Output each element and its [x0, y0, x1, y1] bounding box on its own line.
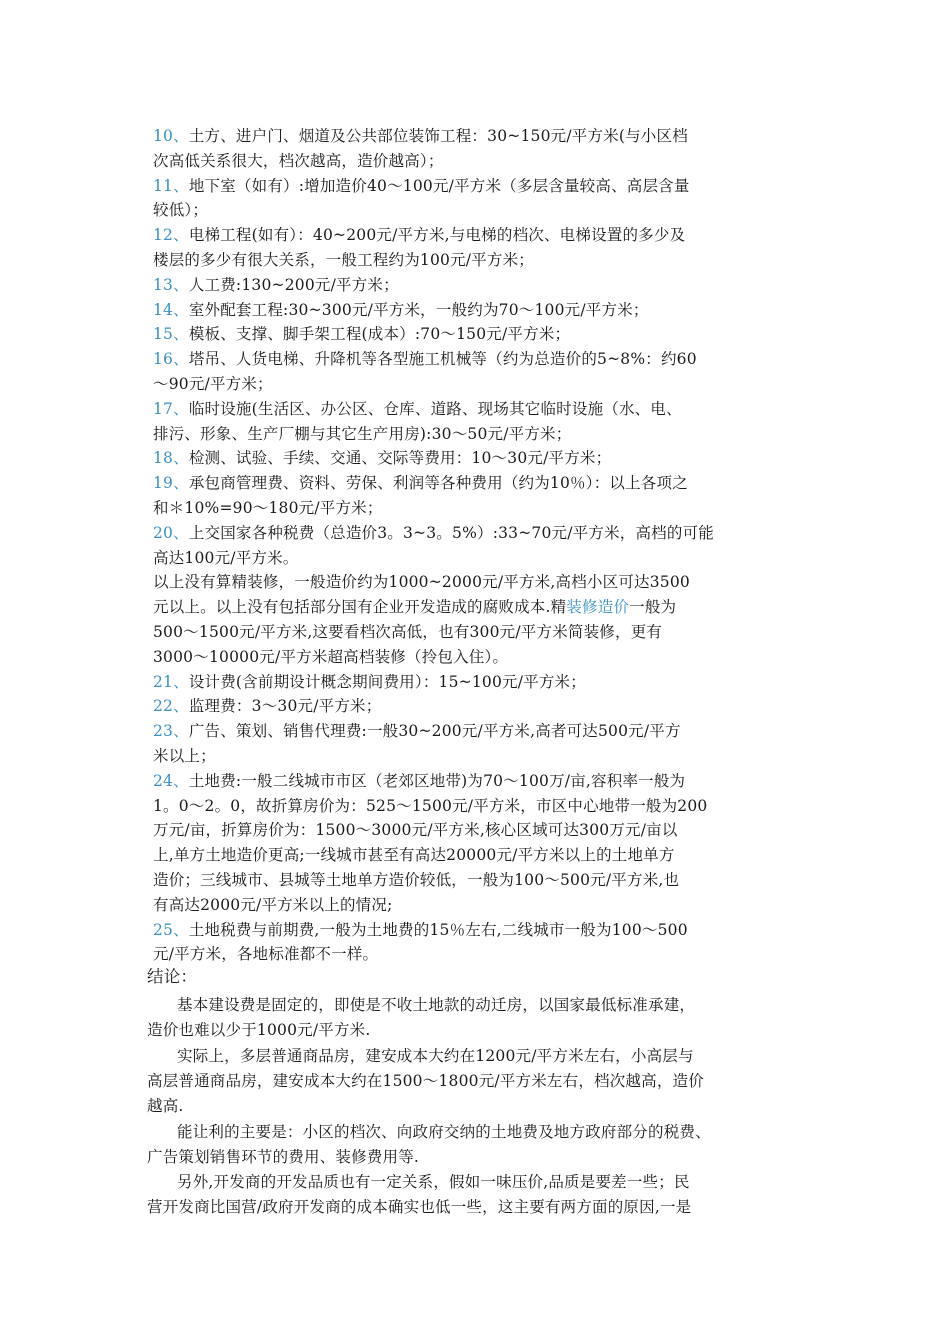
line-text: 土地费:一般二线城市市区（老郊区地带)为70～100万/亩,容积率一般为 [188, 771, 686, 790]
line-text: 有高达2000元/平方米以上的情况; [153, 895, 393, 914]
text-line [153, 596, 813, 621]
text-line [153, 671, 813, 696]
item-number: 17、 [153, 399, 189, 418]
text-line [153, 894, 813, 919]
item-number: 15、 [153, 325, 189, 344]
text-line [153, 472, 813, 497]
text-line [153, 571, 813, 596]
text-line [153, 199, 813, 224]
text-line [153, 795, 813, 820]
conclusion-text: 实际上，多层普通商品房，建安成本大约在1200元/平方米左右，小高层与 [177, 1046, 694, 1065]
text-line [153, 249, 813, 274]
line-text: ～90元/平方米； [153, 375, 273, 393]
line-text: 排污、形象、生产厂棚与其它生产用房):30～50元/平方米； [153, 424, 572, 443]
text-line [153, 373, 813, 398]
text-line [153, 522, 813, 547]
item-number: 22、 [153, 697, 189, 716]
line-text: 和＊10%=90～180元/平方米； [153, 499, 383, 517]
text-line [153, 869, 813, 894]
conclusion-line [147, 1095, 807, 1120]
line-text: 土地税费与前期费,一般为土地费的15％左右,二线城市一般为100～500 [188, 920, 688, 939]
text-line [153, 299, 813, 324]
conclusion-line [147, 1196, 807, 1221]
line-text: 元以上。以上没有包括部分国有企业开发造成的腐败成本.精 [153, 598, 567, 617]
conclusion-text: 基本建设费是固定的，即使是不收土地款的动迁房，以国家最低标准承建， [177, 996, 696, 1014]
conclusion-line [147, 1019, 807, 1044]
line-text: 承包商管理费、资料、劳保、利润等各种费用（约为10％）：以上各项之 [188, 474, 688, 493]
line-text: 1。0～2。0，故折算房价为：525～1500元/平方米，市区中心地带一般为200 [153, 796, 708, 815]
line-text: 检测、试验、手续、交通、交际等费用：10～30元/平方米； [188, 449, 612, 468]
line-text: 临时设施(生活区、办公区、仓库、道路、现场其它临时设施（水、电、 [188, 399, 682, 418]
item-number: 10、 [153, 127, 189, 145]
text-line [153, 646, 813, 671]
line-text: 上交国家各种税费（总造价3。3~3。5%）:33~70元/平方米，高档的可能 [188, 523, 714, 542]
line-text: 元/平方米，各地标准都不一样。 [153, 945, 379, 964]
conclusion-line [177, 1171, 837, 1196]
item-number: 25、 [153, 920, 189, 939]
text-line [153, 943, 813, 968]
text-line [153, 547, 813, 572]
line-text: 造价；三线城市、县城等土地单方造价较低，一般为100～500元/平方米,也 [153, 871, 680, 889]
line-text: 电梯工程(如有）：40~200元/平方米,与电梯的档次、电梯设置的多少及 [188, 226, 686, 245]
text-line [153, 175, 813, 200]
line-text-after: 一般为 [629, 598, 677, 617]
line-text: 楼层的多少有很大关系，一般工程约为100元/平方米； [153, 251, 535, 269]
line-text: 500～1500元/平方米,这要看档次高低，也有300元/平方米简装修，更有 [153, 623, 663, 641]
text-line [153, 224, 813, 249]
text-line [153, 447, 813, 472]
text-line [153, 150, 813, 175]
line-text: 地下室（如有）:增加造价40～100元/平方米（多层含量较高、高层含量 [188, 176, 690, 195]
conclusion-text: 高层普通商品房，建安成本大约在1500～1800元/平方米左右，档次越高，造价 [147, 1071, 704, 1090]
line-text: 土方、进户门、烟道及公共部位装饰工程：30~150元/平方米(与小区档 [188, 127, 688, 145]
item-number: 16、 [153, 350, 189, 369]
item-number: 20、 [153, 523, 189, 542]
line-text: 广告、策划、销售代理费:一般30~200元/平方米,高者可达500元/平方 [188, 722, 681, 741]
text-line [153, 125, 813, 150]
conclusion-text: 造价也难以少于1000元/平方米. [147, 1021, 371, 1040]
conclusion-line [177, 1045, 837, 1070]
conclusion-text: 另外,开发商的开发品质也有一定关系，假如一味压价,品质是要差一些；民 [177, 1173, 690, 1192]
text-line [153, 621, 813, 646]
line-text: 米以上； [153, 747, 216, 765]
item-number: 14、 [153, 300, 189, 319]
line-text: 高达100元/平方米。 [153, 548, 299, 567]
line-text: 塔吊、人货电梯、升降机等各型施工机械等（约为总造价的5~8%：约60 [188, 350, 697, 369]
line-text: 上,单方土地造价更高;一线城市甚至有高达20000元/平方米以上的土地单方 [153, 846, 675, 865]
item-number: 21、 [153, 672, 189, 691]
line-text: 监理费：3～30元/平方米； [188, 697, 382, 716]
item-number: 13、 [153, 275, 189, 294]
line-text: 室外配套工程:30~300元/平方米，一般约为70～100元/平方米； [188, 300, 649, 319]
text-line [153, 819, 813, 844]
conclusion-heading [147, 966, 807, 991]
item-number: 23、 [153, 722, 189, 741]
line-text: 较低）； [153, 201, 209, 220]
conclusion-line [147, 1070, 807, 1095]
text-line [153, 323, 813, 348]
conclusion-text: 越高. [147, 1097, 184, 1116]
item-number: 11、 [153, 176, 189, 195]
text-line [153, 274, 813, 299]
item-number: 18、 [153, 449, 189, 468]
text-line [153, 770, 813, 795]
conclusion-heading-text: 结论： [147, 967, 198, 987]
text-line [153, 398, 813, 423]
conclusion-text: 能让利的主要是：小区的档次、向政府交纳的土地费及地方政府部分的税费、 [177, 1122, 711, 1141]
line-text: 万元/亩，折算房价为：1500～3000元/平方米,核心区域可达300万元/亩以 [153, 821, 678, 840]
text-line [153, 497, 813, 522]
line-text: 以上没有算精装修，一般造价约为1000~2000元/平方米,高档小区可达3500 [153, 573, 690, 592]
item-number: 24、 [153, 771, 189, 790]
item-number: 19、 [153, 474, 189, 493]
line-text: 人工费:130~200元/平方米； [188, 275, 399, 294]
line-text: 模板、支撑、脚手架工程(成本）:70～150元/平方米； [188, 325, 571, 344]
line-text: 设计费(含前期设计概念期间费用）：15~100元/平方米； [188, 672, 586, 691]
conclusion-line [177, 994, 837, 1019]
text-line [153, 695, 813, 720]
text-line [153, 745, 813, 770]
conclusion-text: 营开发商比国营/政府开发商的成本确实也低一些，这主要有两方面的原因,一是 [147, 1198, 692, 1217]
text-line [153, 844, 813, 869]
text-line [153, 720, 813, 745]
decoration-cost-link[interactable]: 装修造价 [566, 598, 630, 617]
text-line [153, 348, 813, 373]
line-text: 次高低关系很大，档次越高，造价越高）； [153, 151, 444, 170]
conclusion-text: 广告策划销售环节的费用、装修费用等. [147, 1147, 420, 1166]
conclusion-line [147, 1146, 807, 1171]
text-line [153, 423, 813, 448]
conclusion-line [177, 1121, 837, 1146]
text-line [153, 919, 813, 944]
line-text: 3000～10000元/平方米超高档装修（拎包入住）。 [153, 647, 509, 666]
item-number: 12、 [153, 226, 189, 245]
